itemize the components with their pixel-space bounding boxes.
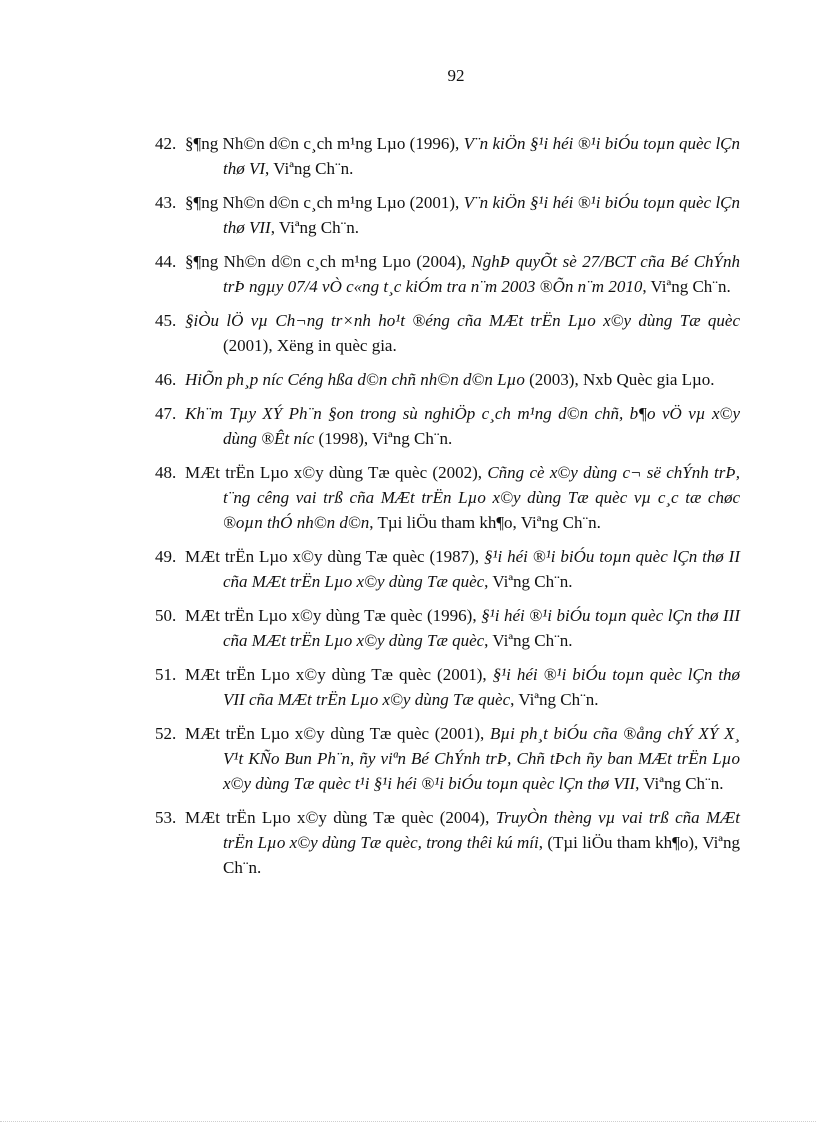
- reference-text: [185, 662, 741, 712]
- page-number: 92: [447, 66, 465, 85]
- reference-number: 46.: [155, 370, 177, 389]
- reference-title: TruyÒn thèng vµ vai trß cña MÆt trËn Lµo x©y dùng Tæ quèc, trong thêi kú míi: [223, 808, 741, 852]
- reference-text: [185, 721, 740, 796]
- reference-item: [155, 721, 740, 796]
- reference-text: [185, 805, 741, 880]
- reference-number: 53.: [155, 808, 177, 827]
- reference-text: [185, 249, 740, 299]
- reference-lead: §¶ng Nh©n d©n c¸ch m¹ng Lµo (2001),: [185, 193, 460, 212]
- reference-text: [185, 190, 741, 240]
- reference-item: [155, 249, 740, 299]
- reference-tail: , Viªng Ch¨n.: [484, 572, 573, 591]
- reference-title: Bµi ph¸t biÓu cña ®ång chÝ XÝ X¸ V¹t KÑo Bun Ph¨n, ñy viªn Bé ChÝnh trÞ, Chñ tÞch ñy ban MÆt trËn Lµo x©y dùng Tæ quèc t¹i §¹i héi ®¹i biÓu toµn quèc lÇn thø VII: [223, 724, 740, 793]
- reference-number: 50.: [155, 606, 177, 625]
- page-bottom-rule: [0, 1121, 816, 1122]
- reference-number: 42.: [155, 134, 177, 153]
- reference-item: [155, 190, 740, 240]
- reference-text: [185, 603, 741, 653]
- reference-title: §¹i héi ®¹i biÓu toµn quèc lÇn thø II cña MÆt trËn Lµo x©y dùng Tæ quèc: [223, 547, 741, 591]
- reference-number: 44.: [155, 252, 177, 271]
- reference-item: [155, 460, 740, 535]
- reference-text: [185, 367, 740, 392]
- reference-number: 52.: [155, 724, 177, 743]
- reference-item: [155, 805, 740, 880]
- reference-title: HiÕn ph¸p níc Céng hßa d©n chñ nh©n d©n Lµo: [185, 370, 525, 389]
- reference-text: [185, 308, 740, 358]
- reference-title: §iÒu lÖ vµ Ch¬ng tr×nh ho¹t ®éng cña MÆt trËn Lµo x©y dùng Tæ quèc: [185, 311, 740, 330]
- reference-item: [155, 603, 740, 653]
- reference-tail: , (Tµi liÖu tham kh¶o), Viªng Ch¨n.: [223, 833, 740, 877]
- reference-lead: MÆt trËn Lµo x©y dùng Tæ quèc (2004),: [185, 808, 490, 827]
- reference-number: 43.: [155, 193, 177, 212]
- reference-title: V¨n kiÖn §¹i héi ®¹i biÓu toµn quèc lÇn thø VI: [223, 134, 741, 178]
- reference-tail: (2001), Xëng in quèc gia.: [223, 336, 397, 355]
- reference-lead: MÆt trËn Lµo x©y dùng Tæ quèc (1996),: [185, 606, 477, 625]
- reference-list: [155, 131, 740, 889]
- reference-tail: , Viªng Ch¨n.: [265, 159, 354, 178]
- reference-lead: MÆt trËn Lµo x©y dùng Tæ quèc (1987),: [185, 547, 480, 566]
- reference-title: V¨n kiÖn §¹i héi ®¹i biÓu toµn quèc lÇn thø VII: [223, 193, 741, 237]
- reference-lead: §¶ng Nh©n d©n c¸ch m¹ng Lµo (2004),: [185, 252, 466, 271]
- reference-tail: , Viªng Ch¨n.: [484, 631, 573, 650]
- reference-title: §¹i héi ®¹i biÓu toµn quèc lÇn thø III cña MÆt trËn Lµo x©y dùng Tæ quèc: [223, 606, 741, 650]
- reference-tail: , Tµi liÖu tham kh¶o, Viªng Ch¨n.: [369, 513, 601, 532]
- reference-lead: §¶ng Nh©n d©n c¸ch m¹ng Lµo (1996),: [185, 134, 460, 153]
- reference-text: [185, 544, 741, 594]
- reference-text: [185, 401, 740, 451]
- reference-number: 49.: [155, 547, 177, 566]
- reference-title: Cñng cè x©y dùng c¬ së chÝnh trÞ, t¨ng cêng vai trß cña MÆt trËn Lµo x©y dùng Tæ quèc vµ c¸c tæ chøc ®oµn thÓ nh©n d©n: [223, 463, 741, 532]
- reference-tail: , Viªng Ch¨n.: [642, 277, 731, 296]
- reference-tail: , Viªng Ch¨n.: [635, 774, 724, 793]
- reference-item: [155, 662, 740, 712]
- reference-title: §¹i héi ®¹i biÓu toµn quèc lÇn thø VII cña MÆt trËn Lµo x©y dùng Tæ quèc: [223, 665, 741, 709]
- reference-number: 51.: [155, 665, 177, 684]
- reference-title: NghÞ quyÕt sè 27/BCT cña Bé ChÝnh trÞ ngµy 07/4 vÒ c«ng t¸c kiÓm tra n¨m 2003 ®Õn n¨m 2010: [223, 252, 740, 296]
- reference-item: [155, 131, 740, 181]
- reference-tail: (2003), Nxb Quèc gia Lµo.: [524, 370, 715, 389]
- reference-text: [185, 460, 741, 535]
- reference-tail: (1998), Viªng Ch¨n.: [314, 429, 453, 448]
- reference-tail: , Viªng Ch¨n.: [510, 690, 599, 709]
- reference-number: 45.: [155, 311, 177, 330]
- reference-lead: MÆt trËn Lµo x©y dùng Tæ quèc (2002),: [185, 463, 482, 482]
- reference-title: Kh¨m Tµy XÝ Ph¨n §on trong sù nghiÖp c¸ch m¹ng d©n chñ, b¶o vÖ vµ x©y dùng ®Êt níc: [185, 404, 740, 448]
- reference-text: [185, 131, 741, 181]
- reference-tail: , Viªng Ch¨n.: [270, 218, 360, 237]
- reference-lead: MÆt trËn Lµo x©y dùng Tæ quèc (2001),: [185, 665, 487, 684]
- reference-number: 48.: [155, 463, 177, 482]
- reference-item: [155, 308, 740, 358]
- reference-number: 47.: [155, 404, 177, 423]
- reference-lead: MÆt trËn Lµo x©y dùng Tæ quèc (2001),: [185, 724, 485, 743]
- reference-item: [155, 367, 740, 392]
- reference-item: [155, 544, 740, 594]
- reference-item: [155, 401, 740, 451]
